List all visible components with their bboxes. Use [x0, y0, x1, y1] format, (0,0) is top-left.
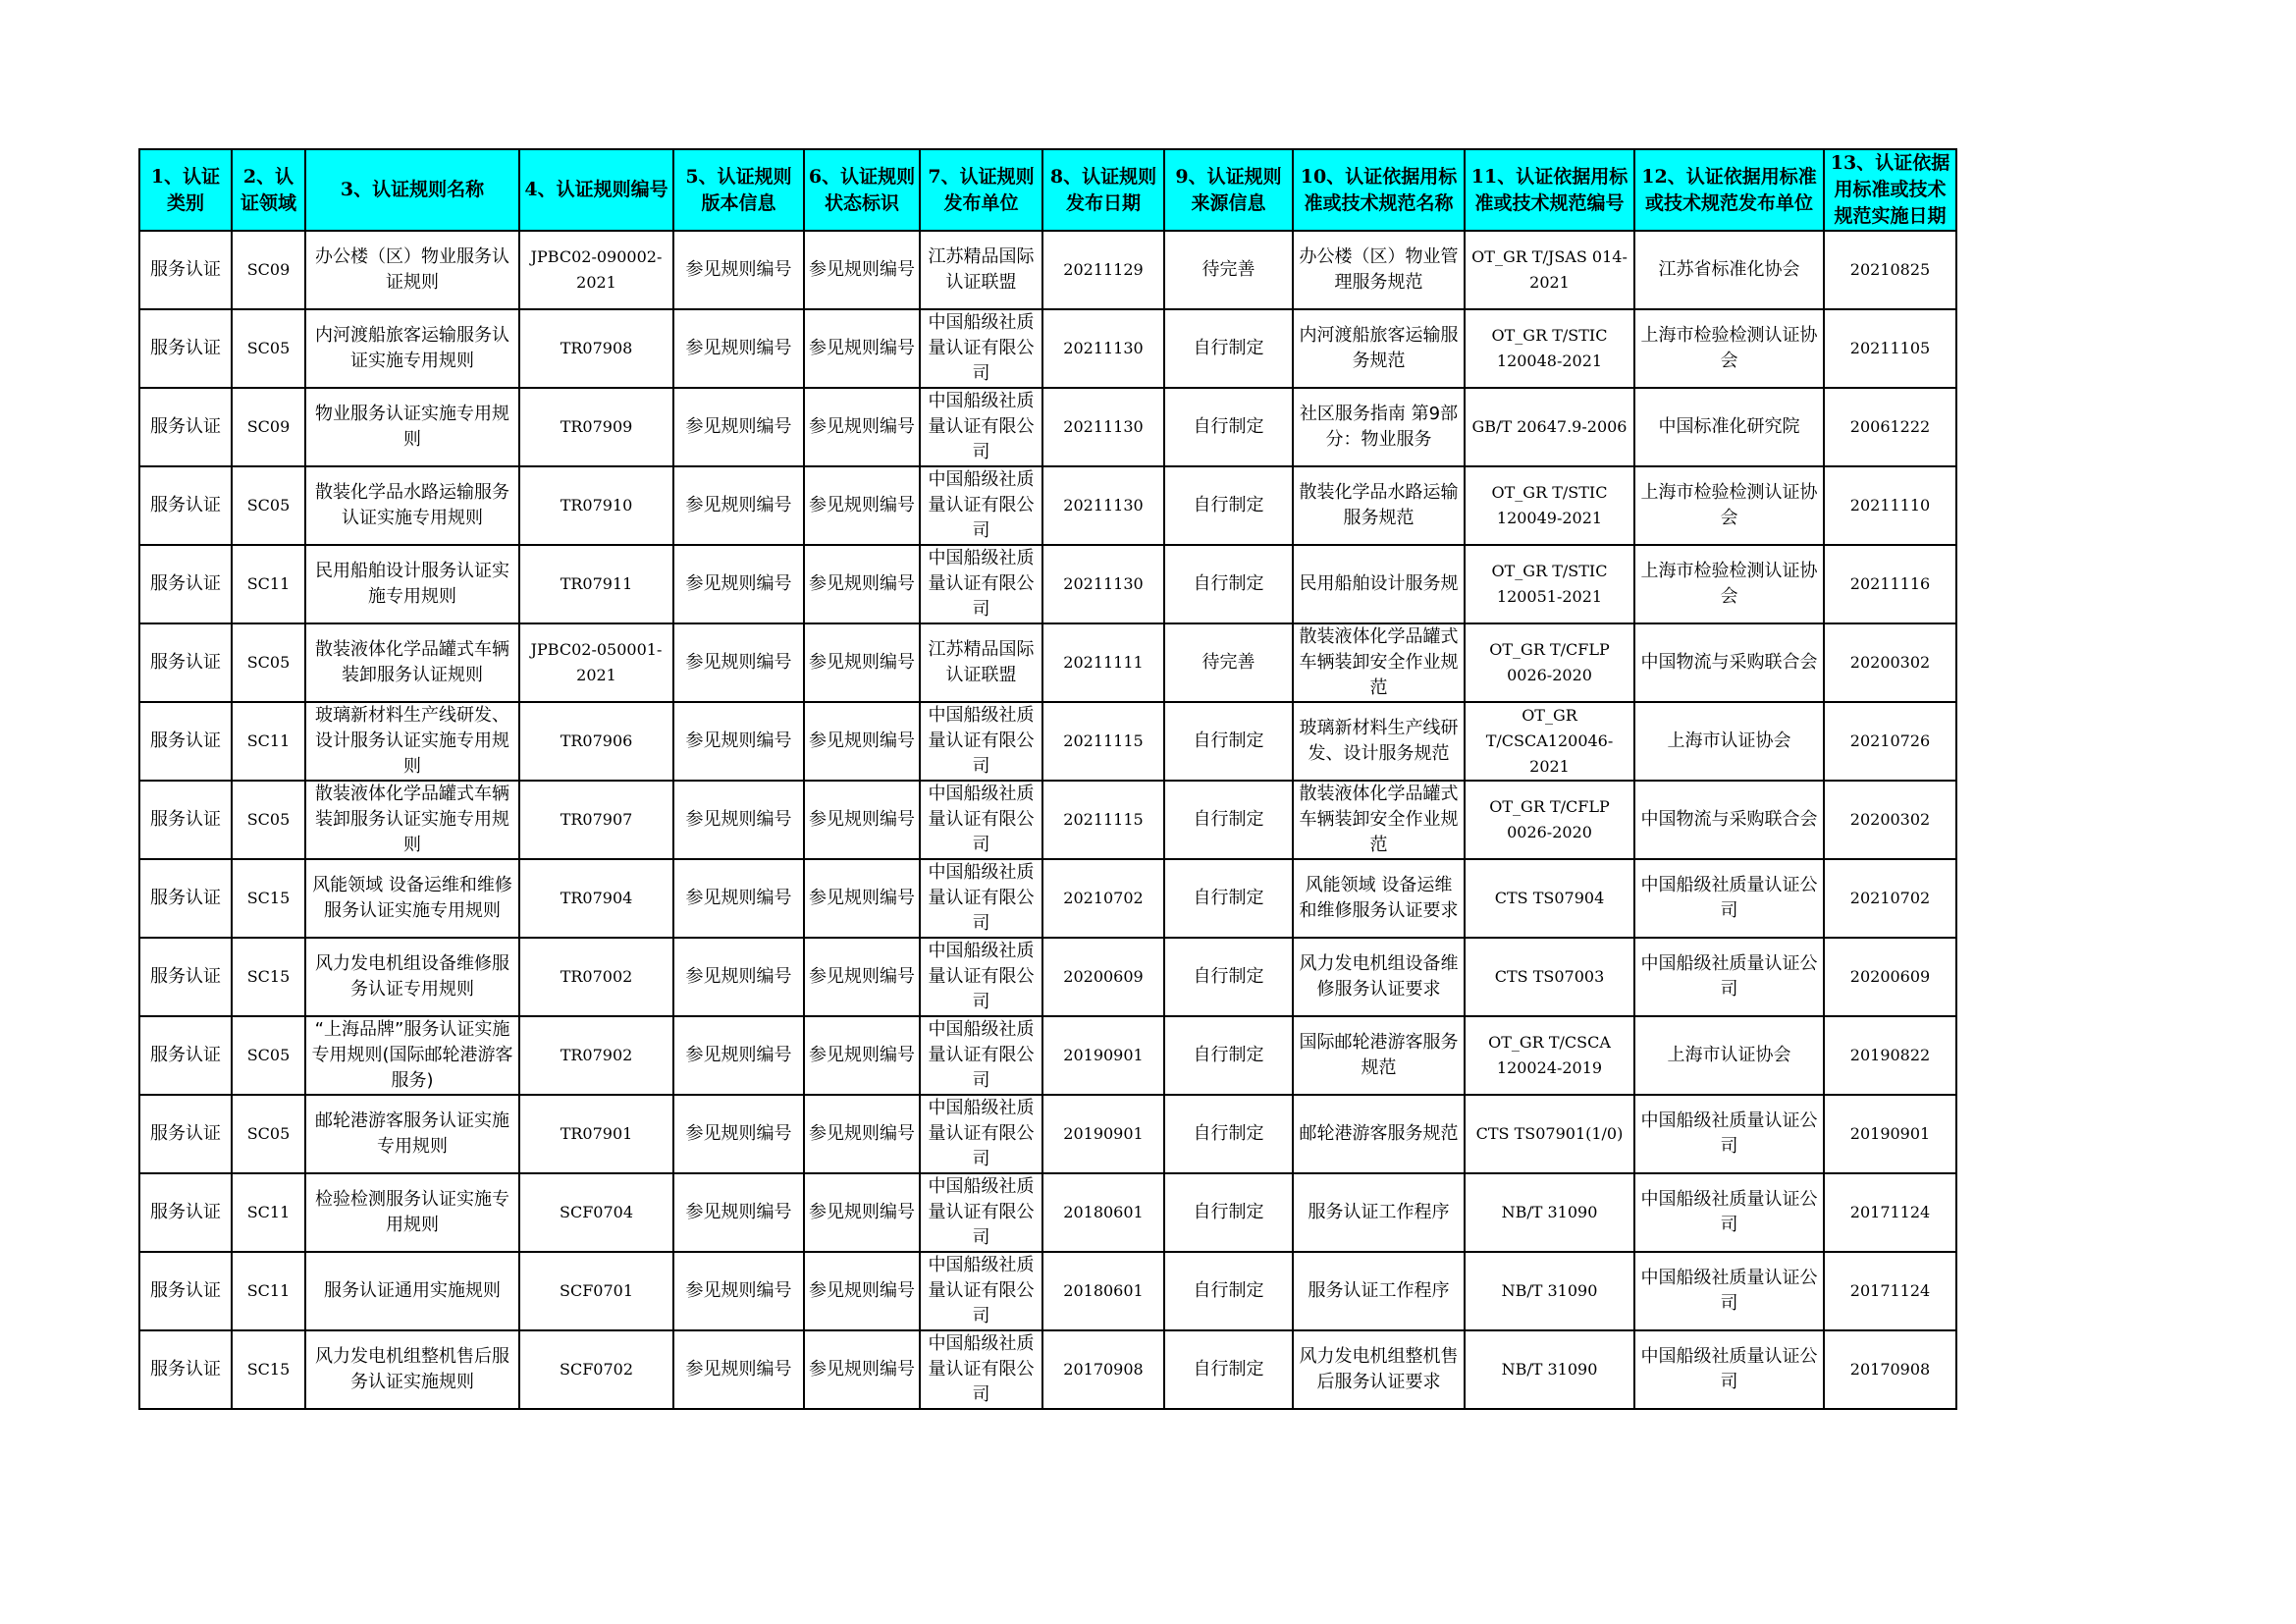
table-cell-col-11: NB/T 31090	[1465, 1330, 1634, 1409]
table-cell-col-12: 江苏省标准化协会	[1634, 231, 1824, 309]
table-cell-col-9: 自行制定	[1164, 1095, 1293, 1173]
table-cell-col-11: NB/T 31090	[1465, 1252, 1634, 1330]
table-cell-col-11: OT_GR T/STIC 120048-2021	[1465, 309, 1634, 388]
table-cell-col-4: JPBC02-050001-2021	[519, 623, 673, 702]
table-body	[139, 231, 1956, 1409]
table-cell-col-4: TR07902	[519, 1016, 673, 1095]
table-row	[139, 1330, 1956, 1409]
table-cell-col-1: 服务认证	[139, 781, 232, 859]
table-cell-col-3: 散装液体化学品罐式车辆装卸服务认证规则	[305, 623, 519, 702]
table-cell-col-8: 20211115	[1042, 781, 1164, 859]
table-cell-col-1: 服务认证	[139, 702, 232, 781]
table-cell-col-4: TR07911	[519, 545, 673, 623]
table-cell-col-7: 中国船级社质量认证有限公司	[920, 702, 1042, 781]
table-cell-col-9: 自行制定	[1164, 1330, 1293, 1409]
table-cell-col-4: TR07906	[519, 702, 673, 781]
column-header-5: 5、认证规则版本信息	[673, 149, 804, 231]
table-cell-col-8: 20211130	[1042, 466, 1164, 545]
table-row	[139, 1095, 1956, 1173]
table-cell-col-3: 办公楼（区）物业服务认证规则	[305, 231, 519, 309]
table-cell-col-5: 参见规则编号	[673, 309, 804, 388]
table-cell-col-11: OT_GR T/JSAS 014-2021	[1465, 231, 1634, 309]
table-cell-col-2: SC09	[232, 388, 305, 466]
table-cell-col-7: 中国船级社质量认证有限公司	[920, 781, 1042, 859]
column-header-3: 3、认证规则名称	[305, 149, 519, 231]
table-cell-col-10: 散装液体化学品罐式车辆装卸安全作业规范	[1293, 781, 1465, 859]
column-header-2: 2、认证领域	[232, 149, 305, 231]
table-cell-col-13: 20210726	[1824, 702, 1956, 781]
table-cell-col-3: 散装化学品水路运输服务认证实施专用规则	[305, 466, 519, 545]
table-cell-col-9: 自行制定	[1164, 1252, 1293, 1330]
table-cell-col-7: 江苏精品国际认证联盟	[920, 623, 1042, 702]
table-cell-col-6: 参见规则编号	[804, 1330, 920, 1409]
table-cell-col-1: 服务认证	[139, 1016, 232, 1095]
certification-rules-table	[138, 148, 1957, 1410]
column-header-7: 7、认证规则发布单位	[920, 149, 1042, 231]
table-cell-col-3: 服务认证通用实施规则	[305, 1252, 519, 1330]
table-cell-col-2: SC05	[232, 1016, 305, 1095]
table-cell-col-2: SC15	[232, 938, 305, 1016]
table-cell-col-12: 中国船级社质量认证公司	[1634, 938, 1824, 1016]
table-cell-col-9: 自行制定	[1164, 781, 1293, 859]
table-cell-col-13: 20200609	[1824, 938, 1956, 1016]
table-cell-col-2: SC11	[232, 1173, 305, 1252]
table-row	[139, 1173, 1956, 1252]
table-cell-col-8: 20190901	[1042, 1095, 1164, 1173]
table-cell-col-1: 服务认证	[139, 388, 232, 466]
table-row	[139, 388, 1956, 466]
table-cell-col-8: 20211111	[1042, 623, 1164, 702]
table-cell-col-6: 参见规则编号	[804, 231, 920, 309]
table-cell-col-10: 邮轮港游客服务规范	[1293, 1095, 1465, 1173]
table-cell-col-1: 服务认证	[139, 231, 232, 309]
table-cell-col-12: 上海市认证协会	[1634, 1016, 1824, 1095]
table-cell-col-2: SC09	[232, 231, 305, 309]
table-cell-col-8: 20180601	[1042, 1173, 1164, 1252]
table-cell-col-8: 20211129	[1042, 231, 1164, 309]
table-cell-col-5: 参见规则编号	[673, 388, 804, 466]
table-cell-col-7: 中国船级社质量认证有限公司	[920, 545, 1042, 623]
table-cell-col-10: 服务认证工作程序	[1293, 1173, 1465, 1252]
column-header-11: 11、认证依据用标准或技术规范编号	[1465, 149, 1634, 231]
table-cell-col-10: 社区服务指南 第9部分：物业服务	[1293, 388, 1465, 466]
table-cell-col-11: OT_GR T/CSCA 120024-2019	[1465, 1016, 1634, 1095]
table-cell-col-10: 玻璃新材料生产线研发、设计服务规范	[1293, 702, 1465, 781]
table-cell-col-5: 参见规则编号	[673, 231, 804, 309]
table-cell-col-2: SC15	[232, 1330, 305, 1409]
table-cell-col-8: 20190901	[1042, 1016, 1164, 1095]
column-header-10: 10、认证依据用标准或技术规范名称	[1293, 149, 1465, 231]
table-cell-col-13: 20200302	[1824, 623, 1956, 702]
table-cell-col-5: 参见规则编号	[673, 623, 804, 702]
table-cell-col-12: 中国船级社质量认证公司	[1634, 1095, 1824, 1173]
table-cell-col-12: 中国船级社质量认证公司	[1634, 1173, 1824, 1252]
table-cell-col-8: 20211130	[1042, 309, 1164, 388]
table-cell-col-2: SC05	[232, 1095, 305, 1173]
table-cell-col-11: OT_GR T/CFLP 0026-2020	[1465, 623, 1634, 702]
column-header-12: 12、认证依据用标准或技术规范发布单位	[1634, 149, 1824, 231]
table-cell-col-9: 自行制定	[1164, 1016, 1293, 1095]
table-cell-col-3: “上海品牌”服务认证实施专用规则(国际邮轮港游客服务)	[305, 1016, 519, 1095]
header-row	[139, 149, 1956, 231]
table-row	[139, 545, 1956, 623]
table-cell-col-12: 中国标准化研究院	[1634, 388, 1824, 466]
table-cell-col-6: 参见规则编号	[804, 1016, 920, 1095]
table-cell-col-1: 服务认证	[139, 623, 232, 702]
table-cell-col-6: 参见规则编号	[804, 466, 920, 545]
table-cell-col-1: 服务认证	[139, 1173, 232, 1252]
table-cell-col-4: TR07908	[519, 309, 673, 388]
table-cell-col-3: 邮轮港游客服务认证实施专用规则	[305, 1095, 519, 1173]
table-row	[139, 231, 1956, 309]
table-cell-col-9: 自行制定	[1164, 859, 1293, 938]
table-row	[139, 1016, 1956, 1095]
table-cell-col-3: 风力发电机组整机售后服务认证实施规则	[305, 1330, 519, 1409]
table-cell-col-3: 风力发电机组设备维修服务认证专用规则	[305, 938, 519, 1016]
table-cell-col-2: SC05	[232, 781, 305, 859]
table-cell-col-1: 服务认证	[139, 545, 232, 623]
table-cell-col-2: SC05	[232, 309, 305, 388]
table-cell-col-13: 20210825	[1824, 231, 1956, 309]
table-cell-col-5: 参见规则编号	[673, 859, 804, 938]
table-row	[139, 702, 1956, 781]
table-cell-col-5: 参见规则编号	[673, 1173, 804, 1252]
table-cell-col-3: 检验检测服务认证实施专用规则	[305, 1173, 519, 1252]
table-row	[139, 781, 1956, 859]
table-cell-col-13: 20200302	[1824, 781, 1956, 859]
table-cell-col-6: 参见规则编号	[804, 859, 920, 938]
table-cell-col-12: 上海市检验检测认证协会	[1634, 545, 1824, 623]
table-cell-col-7: 中国船级社质量认证有限公司	[920, 1252, 1042, 1330]
table-cell-col-1: 服务认证	[139, 1330, 232, 1409]
table-cell-col-7: 中国船级社质量认证有限公司	[920, 309, 1042, 388]
table-cell-col-10: 风力发电机组设备维修服务认证要求	[1293, 938, 1465, 1016]
table-row	[139, 623, 1956, 702]
table-cell-col-6: 参见规则编号	[804, 938, 920, 1016]
table-cell-col-4: TR07909	[519, 388, 673, 466]
table-cell-col-10: 风能领域 设备运维和维修服务认证要求	[1293, 859, 1465, 938]
table-cell-col-12: 中国船级社质量认证公司	[1634, 1252, 1824, 1330]
table-cell-col-12: 上海市检验检测认证协会	[1634, 309, 1824, 388]
table-cell-col-5: 参见规则编号	[673, 702, 804, 781]
table-cell-col-13: 20170908	[1824, 1330, 1956, 1409]
table-cell-col-6: 参见规则编号	[804, 1173, 920, 1252]
table-cell-col-5: 参见规则编号	[673, 781, 804, 859]
table-cell-col-7: 中国船级社质量认证有限公司	[920, 1173, 1042, 1252]
table-cell-col-10: 服务认证工作程序	[1293, 1252, 1465, 1330]
table-cell-col-2: SC11	[232, 1252, 305, 1330]
table-cell-col-6: 参见规则编号	[804, 623, 920, 702]
table-cell-col-8: 20200609	[1042, 938, 1164, 1016]
table-cell-col-12: 上海市认证协会	[1634, 702, 1824, 781]
table-cell-col-13: 20211105	[1824, 309, 1956, 388]
table-cell-col-9: 自行制定	[1164, 309, 1293, 388]
column-header-1: 1、认证类别	[139, 149, 232, 231]
table-cell-col-3: 民用船舶设计服务认证实施专用规则	[305, 545, 519, 623]
table-cell-col-11: OT_GR T/CFLP 0026-2020	[1465, 781, 1634, 859]
table-cell-col-6: 参见规则编号	[804, 309, 920, 388]
table-cell-col-9: 自行制定	[1164, 545, 1293, 623]
table-cell-col-8: 20211115	[1042, 702, 1164, 781]
table-cell-col-13: 20171124	[1824, 1173, 1956, 1252]
table-row	[139, 859, 1956, 938]
table-cell-col-4: TR07904	[519, 859, 673, 938]
table-cell-col-7: 中国船级社质量认证有限公司	[920, 388, 1042, 466]
table-cell-col-7: 中国船级社质量认证有限公司	[920, 1330, 1042, 1409]
table-cell-col-11: NB/T 31090	[1465, 1173, 1634, 1252]
table-cell-col-5: 参见规则编号	[673, 545, 804, 623]
table-cell-col-4: TR07910	[519, 466, 673, 545]
table-cell-col-8: 20211130	[1042, 388, 1164, 466]
column-header-4: 4、认证规则编号	[519, 149, 673, 231]
table-cell-col-13: 20171124	[1824, 1252, 1956, 1330]
table-row	[139, 466, 1956, 545]
table-cell-col-8: 20210702	[1042, 859, 1164, 938]
table-cell-col-7: 中国船级社质量认证有限公司	[920, 859, 1042, 938]
table-cell-col-6: 参见规则编号	[804, 1252, 920, 1330]
table-cell-col-11: CTS TS07003	[1465, 938, 1634, 1016]
table-cell-col-11: CTS TS07904	[1465, 859, 1634, 938]
table-cell-col-2: SC05	[232, 623, 305, 702]
table-cell-col-12: 上海市检验检测认证协会	[1634, 466, 1824, 545]
table-cell-col-1: 服务认证	[139, 859, 232, 938]
table-cell-col-10: 办公楼（区）物业管理服务规范	[1293, 231, 1465, 309]
table-cell-col-4: SCF0702	[519, 1330, 673, 1409]
table-cell-col-4: TR07907	[519, 781, 673, 859]
table-cell-col-10: 散装化学品水路运输服务规范	[1293, 466, 1465, 545]
table-cell-col-2: SC11	[232, 545, 305, 623]
table-cell-col-3: 玻璃新材料生产线研发、设计服务认证实施专用规则	[305, 702, 519, 781]
table-cell-col-11: OT_GR T/CSCA120046-2021	[1465, 702, 1634, 781]
table-cell-col-5: 参见规则编号	[673, 466, 804, 545]
table-cell-col-10: 民用船舶设计服务规	[1293, 545, 1465, 623]
table-cell-col-11: OT_GR T/STIC 120051-2021	[1465, 545, 1634, 623]
table-cell-col-3: 散装液体化学品罐式车辆装卸服务认证实施专用规则	[305, 781, 519, 859]
table-cell-col-13: 20211116	[1824, 545, 1956, 623]
table-cell-col-12: 中国物流与采购联合会	[1634, 623, 1824, 702]
table-cell-col-6: 参见规则编号	[804, 545, 920, 623]
table-cell-col-9: 待完善	[1164, 231, 1293, 309]
table-cell-col-1: 服务认证	[139, 938, 232, 1016]
table-cell-col-4: TR07901	[519, 1095, 673, 1173]
table-cell-col-13: 20210702	[1824, 859, 1956, 938]
table-cell-col-3: 风能领域 设备运维和维修服务认证实施专用规则	[305, 859, 519, 938]
table-cell-col-1: 服务认证	[139, 1252, 232, 1330]
table-cell-col-6: 参见规则编号	[804, 388, 920, 466]
table-cell-col-5: 参见规则编号	[673, 1252, 804, 1330]
table-cell-col-5: 参见规则编号	[673, 1095, 804, 1173]
table-row	[139, 1252, 1956, 1330]
table-cell-col-3: 内河渡船旅客运输服务认证实施专用规则	[305, 309, 519, 388]
table-row	[139, 309, 1956, 388]
table-cell-col-13: 20211110	[1824, 466, 1956, 545]
table-cell-col-6: 参见规则编号	[804, 781, 920, 859]
table-cell-col-9: 自行制定	[1164, 1173, 1293, 1252]
table-cell-col-4: JPBC02-090002-2021	[519, 231, 673, 309]
table-cell-col-12: 中国船级社质量认证公司	[1634, 859, 1824, 938]
table-cell-col-12: 中国物流与采购联合会	[1634, 781, 1824, 859]
table-cell-col-10: 风力发电机组整机售后服务认证要求	[1293, 1330, 1465, 1409]
table-cell-col-5: 参见规则编号	[673, 1330, 804, 1409]
table-cell-col-1: 服务认证	[139, 466, 232, 545]
table-row	[139, 938, 1956, 1016]
table-cell-col-10: 内河渡船旅客运输服务规范	[1293, 309, 1465, 388]
table-cell-col-4: SCF0701	[519, 1252, 673, 1330]
table-cell-col-9: 自行制定	[1164, 702, 1293, 781]
table-cell-col-7: 中国船级社质量认证有限公司	[920, 1095, 1042, 1173]
column-header-9: 9、认证规则来源信息	[1164, 149, 1293, 231]
table-cell-col-13: 20190901	[1824, 1095, 1956, 1173]
table-cell-col-9: 自行制定	[1164, 466, 1293, 545]
table-cell-col-2: SC15	[232, 859, 305, 938]
table-cell-col-1: 服务认证	[139, 1095, 232, 1173]
table-cell-col-11: OT_GR T/STIC 120049-2021	[1465, 466, 1634, 545]
table-cell-col-7: 中国船级社质量认证有限公司	[920, 1016, 1042, 1095]
column-header-13: 13、认证依据用标准或技术规范实施日期	[1824, 149, 1956, 231]
column-header-8: 8、认证规则发布日期	[1042, 149, 1164, 231]
table-cell-col-7: 中国船级社质量认证有限公司	[920, 466, 1042, 545]
table-cell-col-8: 20180601	[1042, 1252, 1164, 1330]
table-cell-col-8: 20211130	[1042, 545, 1164, 623]
table-cell-col-10: 散装液体化学品罐式车辆装卸安全作业规范	[1293, 623, 1465, 702]
table-cell-col-3: 物业服务认证实施专用规则	[305, 388, 519, 466]
table-cell-col-9: 待完善	[1164, 623, 1293, 702]
table-cell-col-7: 中国船级社质量认证有限公司	[920, 938, 1042, 1016]
table-cell-col-8: 20170908	[1042, 1330, 1164, 1409]
table-cell-col-11: CTS TS07901(1/0)	[1465, 1095, 1634, 1173]
table-cell-col-7: 江苏精品国际认证联盟	[920, 231, 1042, 309]
table-cell-col-2: SC11	[232, 702, 305, 781]
table-cell-col-5: 参见规则编号	[673, 938, 804, 1016]
table-cell-col-11: GB/T 20647.9-2006	[1465, 388, 1634, 466]
table-cell-col-6: 参见规则编号	[804, 1095, 920, 1173]
table-cell-col-9: 自行制定	[1164, 938, 1293, 1016]
table-cell-col-5: 参见规则编号	[673, 1016, 804, 1095]
table-cell-col-13: 20190822	[1824, 1016, 1956, 1095]
table-cell-col-4: SCF0704	[519, 1173, 673, 1252]
table-cell-col-9: 自行制定	[1164, 388, 1293, 466]
column-header-6: 6、认证规则状态标识	[804, 149, 920, 231]
table-cell-col-6: 参见规则编号	[804, 702, 920, 781]
table-cell-col-1: 服务认证	[139, 309, 232, 388]
table-cell-col-12: 中国船级社质量认证公司	[1634, 1330, 1824, 1409]
table-cell-col-4: TR07002	[519, 938, 673, 1016]
table-cell-col-2: SC05	[232, 466, 305, 545]
table-cell-col-10: 国际邮轮港游客服务规范	[1293, 1016, 1465, 1095]
table-cell-col-13: 20061222	[1824, 388, 1956, 466]
